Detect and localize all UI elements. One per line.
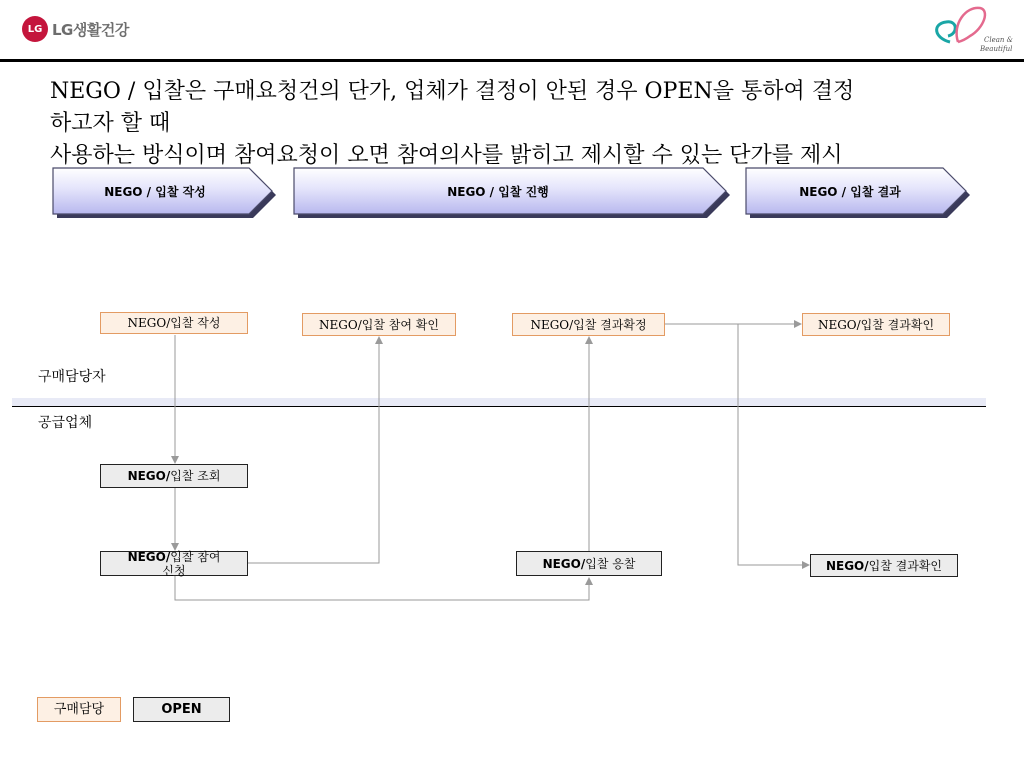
legend-buyer: 구매담당 — [37, 697, 121, 722]
buyer-step-result-check[interactable]: NEGO/입찰 결과확인 — [802, 313, 950, 336]
description-line-2: 하고자 할 때 — [50, 111, 171, 136]
supplier-step-inquiry-label: 입찰 조회 — [170, 469, 221, 483]
supplier-step-apply[interactable] — [100, 551, 248, 576]
connector-apply-to-bid — [175, 576, 589, 600]
supplier-step-result-prefix: NEGO/ — [825, 558, 869, 573]
description-line-3: 사용하는 방식이며 참여요청이 오면 참여의사를 밝히고 제시할 수 있는 단가를 제시 — [50, 143, 843, 168]
supplier-step-inquiry-prefix: NEGO/ — [127, 469, 171, 483]
supplier-step-result-label: 입찰 결과확인 — [868, 558, 943, 573]
supplier-step-apply-prefix: NEGO/ — [127, 549, 171, 564]
supplier-step-result-check[interactable] — [810, 554, 958, 577]
connector-apply-to-confirm — [248, 337, 379, 563]
supplier-step-bid[interactable] — [516, 551, 662, 576]
description-line-1: NEGO / 입찰은 구매요청건의 단가, 업체가 결정이 안된 경우 OPEN을 통하여 결정 — [50, 79, 855, 104]
emblem-text-1: Clean & — [984, 36, 1013, 44]
supplier-step-apply-label-line2: 신청 — [162, 563, 186, 578]
lg-logo-icon: LG — [22, 16, 48, 42]
emblem-text-2: Beautiful — [980, 45, 1013, 53]
supplier-step-bid-prefix: NEGO/ — [542, 556, 586, 571]
connector-finalize-to-supplier-result — [738, 324, 809, 565]
lane-label-supplier: 공급업체 — [38, 415, 93, 431]
stage-label-progress: NEGO / 입찰 진행 — [447, 185, 549, 199]
legend-open: OPEN — [133, 697, 230, 722]
supplier-step-apply-label: 입찰 참여 — [170, 549, 221, 564]
lane-label-buyer: 구매담당자 — [38, 369, 106, 385]
supplier-step-bid-label: 입찰 응찰 — [585, 556, 636, 571]
company-name: LG생활건강 — [52, 20, 129, 39]
buyer-step-write[interactable]: NEGO/입찰 작성 — [100, 312, 248, 334]
stage-label-write: NEGO / 입찰 작성 — [104, 185, 206, 199]
supplier-step-inquiry[interactable] — [100, 464, 248, 488]
stage-label-result: NEGO / 입찰 결과 — [799, 185, 901, 199]
buyer-step-result-finalize[interactable]: NEGO/입찰 결과확정 — [512, 313, 665, 336]
buyer-step-participation-confirm[interactable]: NEGO/입찰 참여 확인 — [302, 313, 456, 336]
